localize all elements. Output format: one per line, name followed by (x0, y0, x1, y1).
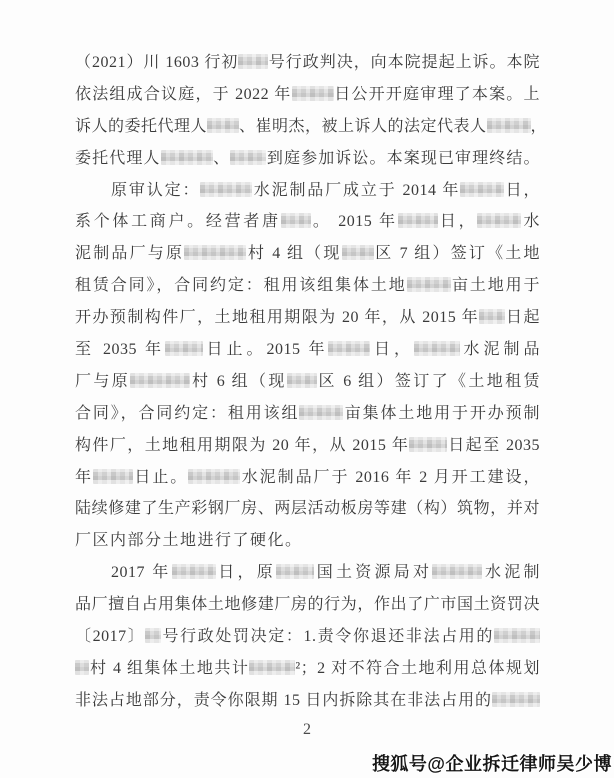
text-segment: （2021）川 1603 行初 (75, 54, 239, 71)
text-segment: 、崔明杰，被上诉人的法定代表人 (239, 117, 487, 135)
text-segment: 日，原 (215, 564, 276, 582)
text-segment: 委托代理人 (75, 149, 161, 167)
redaction-block (200, 182, 252, 197)
document-line (75, 111, 548, 143)
text-segment: 水 (521, 213, 540, 231)
document-body (75, 47, 548, 717)
text-segment: 日起至 2035 (447, 436, 540, 454)
redaction-block (299, 405, 343, 420)
text-segment: 年 (75, 468, 93, 486)
document-line (75, 653, 540, 685)
redaction-block (145, 628, 161, 643)
document-line (75, 621, 540, 653)
redaction-block (409, 437, 447, 452)
text-segment: 品厂擅自占用集体土地修建厂房的行为，作出了广市国土资罚决 (75, 596, 540, 614)
document-line (75, 366, 540, 398)
text-segment: 日公开开庭审理了本案。上 (333, 85, 540, 103)
redaction-block (487, 118, 531, 133)
redaction-block (93, 469, 133, 484)
text-segment: 日起 (505, 309, 540, 327)
redaction-block (494, 628, 540, 643)
text-segment: 村 4 组（现 (246, 245, 342, 263)
redaction-block (130, 373, 190, 388)
text-segment: 日， (504, 181, 540, 199)
redaction-block (328, 341, 370, 356)
redaction-block (342, 245, 374, 260)
document-line (75, 557, 540, 589)
redaction-block (398, 213, 438, 228)
text-segment: 亩集体土地用于开办预制 (343, 404, 540, 422)
text-segment: 日止。2015 年 (203, 341, 329, 359)
text-segment: 租赁合同》，合同约定：租用该组集体土地 (75, 277, 407, 295)
redaction-block (249, 660, 295, 675)
redaction-block (165, 341, 203, 356)
text-segment: 到庭参加诉讼。本案现已审理终结。 (266, 149, 540, 167)
page-number: 2 (303, 721, 311, 738)
text-segment: 非法占地部分，责令你限期 15 日内拆除其在非法占用的 (75, 691, 492, 709)
redaction-block (230, 150, 266, 165)
document-line (75, 206, 540, 238)
text-segment: 日止。 (132, 468, 189, 486)
text-segment: 至 2035 年 (75, 341, 165, 359)
text-segment: 日， (437, 213, 478, 231)
redaction-block (184, 245, 246, 260)
text-segment: ²；2 对不符合土地利用总体规划 (295, 659, 540, 677)
redaction-block (407, 277, 451, 292)
document-line (75, 175, 540, 207)
document-line (75, 589, 540, 621)
text-segment: 区 6 组）签订了《土地租赁 (316, 372, 540, 390)
text-segment: ， (530, 117, 548, 135)
text-segment: 水泥制品厂成立于 2014 年 (252, 181, 461, 199)
document-line (75, 302, 540, 334)
document-line (75, 685, 540, 717)
redaction-block (492, 692, 540, 707)
text-segment: 号行政处罚决定：1.责令你退还非法占用的 (161, 628, 494, 646)
text-segment: 区 7 组）签订《土地 (373, 245, 540, 263)
document-line (75, 398, 540, 430)
text-segment: 2017 年 (111, 564, 172, 582)
document-line (75, 238, 540, 270)
text-segment: 泥制品厂与原 (75, 245, 185, 263)
text-segment: 村 4 组集体土地共计 (89, 659, 250, 677)
text-segment: 依法组成合议庭，于 2022 年 (75, 85, 292, 103)
text-segment: 陆续修建了生产彩钢厂房、两层活动板房等建（构）筑物，并对 (75, 500, 540, 518)
document-line (75, 334, 540, 366)
redaction-block (172, 564, 216, 579)
document-line (75, 462, 540, 494)
document-line (75, 525, 540, 557)
redaction-block (281, 213, 311, 228)
redaction-block (207, 118, 239, 133)
watermark: 搜狐号@企业拆迁律师吴少博 (371, 754, 612, 774)
document-line (75, 270, 540, 302)
text-segment: 开办预制构件厂，土地租用期限为 20 年，从 2015 年 (75, 309, 480, 327)
text-segment: 水泥制 (482, 564, 540, 582)
document-line (75, 430, 540, 462)
redaction-block (414, 341, 460, 356)
redaction-block (161, 150, 213, 165)
redaction-block (188, 469, 240, 484)
text-segment: 水泥制品厂于 2016 年 2 月开工建设， (240, 468, 540, 486)
document-line (75, 79, 540, 111)
redaction-block (460, 182, 504, 197)
text-segment: 村 6 组（现 (190, 372, 287, 390)
text-segment: 诉人的委托代理人 (75, 117, 208, 135)
text-segment: 厂区内部分土地进行了硬化。 (75, 532, 303, 550)
text-segment: 系个体工商户。经营者唐 (75, 213, 281, 231)
redaction-block (276, 564, 314, 579)
text-segment: 、 (212, 149, 231, 167)
text-segment: 水泥制品 (459, 341, 540, 359)
text-segment: 厂与原 (75, 372, 131, 390)
text-segment: 国土资源局对 (314, 564, 433, 582)
redaction-block (432, 564, 482, 579)
document-line (75, 143, 540, 175)
redaction-block (479, 309, 505, 324)
text-segment: 合同》，合同约定：租用该组 (75, 404, 300, 422)
redaction-block (238, 54, 268, 69)
text-segment: 构件厂，土地租用期限为 20 年，从 2015 年 (75, 436, 410, 454)
text-segment: 号行政判决，向本院提起上诉。本院 (268, 54, 540, 71)
text-segment: 。 2015 年 (310, 213, 398, 231)
text-segment: 日， (370, 341, 414, 359)
redaction-block (75, 660, 89, 675)
redaction-block (477, 213, 521, 228)
text-segment: 〔2017〕 (75, 628, 146, 646)
redaction-block (287, 373, 317, 388)
text-segment: 原审认定： (111, 181, 201, 199)
document-line (75, 493, 540, 525)
redaction-block (292, 86, 334, 101)
document-line (75, 47, 540, 79)
text-segment: 亩土地用于 (450, 277, 540, 295)
